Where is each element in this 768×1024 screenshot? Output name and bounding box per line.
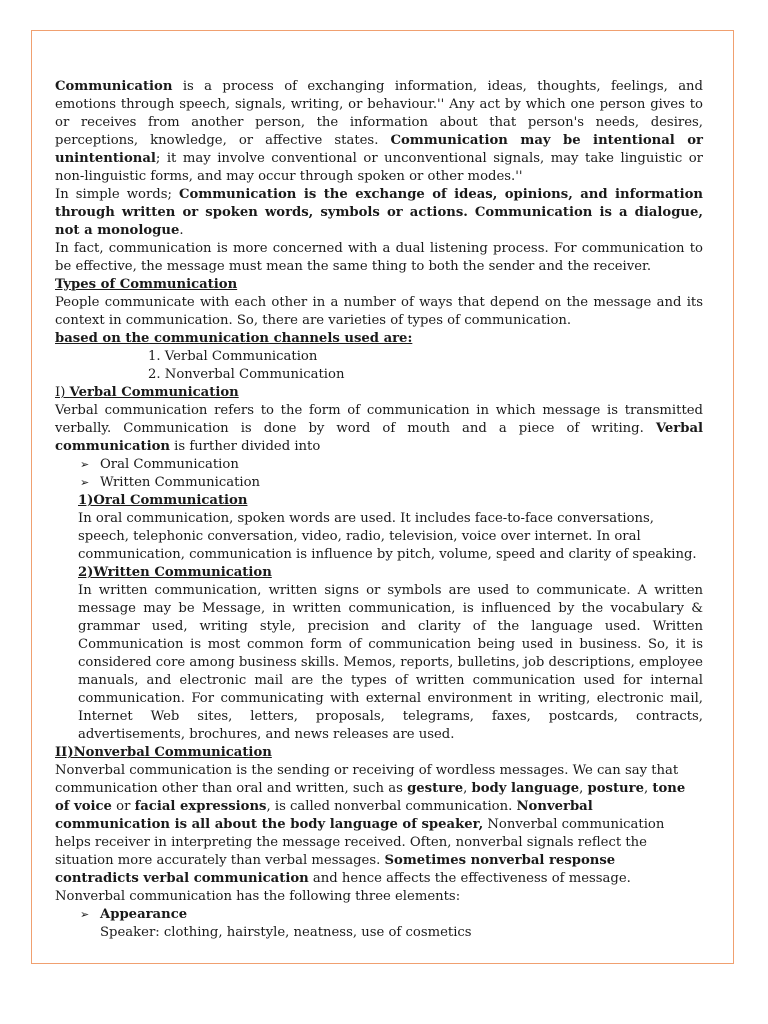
intro-paragraph [55, 78, 703, 186]
verbal-heading [55, 384, 703, 402]
verbal-heading-text: Verbal Communication [69, 385, 239, 400]
bullet-oral-text: Oral Communication [100, 457, 239, 472]
nonverbal-heading: II)Nonverbal Communication [55, 745, 272, 760]
bullet-oral [55, 456, 703, 474]
nonverbal-paragraph [55, 762, 703, 906]
nv-sep-2: , [579, 781, 588, 796]
nv-sep-1: , [463, 781, 472, 796]
channels-heading: based on the communication channels used are: [55, 331, 413, 346]
intro-text-end: ; it may involve conventional or unconventional signals, may take linguistic or non-linguistic forms, and may occur through spoken or other modes.'' [55, 151, 703, 184]
nv-tone-of-voice: tone of voice [55, 781, 686, 814]
nv-posture: posture [587, 781, 644, 796]
types-heading: Types of Communication [55, 277, 238, 292]
arrow-bullet-icon: ➢ [80, 476, 90, 489]
nv-sep-3: , [643, 781, 653, 796]
channel-item-verbal: 1. Verbal Communication [148, 349, 318, 364]
nv-text-4: and hence affects the effectiveness of message. Nonverbal communication has the following three elements: [55, 871, 631, 904]
bullet-written [55, 474, 703, 492]
bullet-written-text: Written Communication [100, 475, 261, 490]
verbal-bold: Verbal communication [55, 421, 703, 454]
nv-sep-4: or [111, 799, 135, 814]
channel-item-nonverbal: 2. Nonverbal Communication [148, 367, 345, 382]
nv-bold-2: Sometimes nonverbal response contradicts verbal communication [55, 853, 616, 886]
nv-text-3: Nonverbal communication helps receiver in interpreting the message received. Often, nonverbal signals reflect the situation more accurately than verbal messages. [55, 817, 665, 868]
verbal-heading-prefix: I) [55, 385, 70, 400]
simple-words-paragraph [55, 186, 703, 240]
document-body [55, 78, 703, 942]
written-paragraph: In written communication, written signs or symbols are used to communicate. A written message may be Message, in written communication, is influenced by the vocabulary & grammar used, writing style, precision and clarity of the language used. Written Communication is most common form of communication being used in business. So, it is considered core among business skills. Memos, reports, bulletins, job descriptions, employee manuals, and electronic mail are the types of written communication used for internal communication. For communicating with external environment in writing, electronic mail, Internet Web sites, letters, proposals, telegrams, faxes, postcards, contracts, advertisements, brochures, and news releases are used. [78, 583, 703, 742]
simple-words-lead: In simple words; [55, 187, 179, 202]
nv-bold-1: Nonverbal communication is all about the body language of speaker, [55, 799, 593, 832]
bullet-appearance [55, 906, 703, 924]
intro-text: is a process of exchanging information, ideas, thoughts, feelings, and emotions through speech, signals, writing, or behaviour.'' Any act by which one person gives to or receives from another person, the information about that person's needs, desires, perceptions, knowledge, or affective states. [55, 79, 703, 148]
term-communication: Communication [55, 79, 173, 94]
types-paragraph: People communicate with each other in a number of ways that depend on the message and its context in communication. So, there are varieties of types of communication. [55, 295, 703, 328]
nv-facial-expressions: facial expressions [134, 799, 267, 814]
written-heading: 2)Written Communication [78, 565, 272, 580]
arrow-bullet-icon: ➢ [80, 908, 90, 921]
simple-words-end: . [179, 223, 184, 238]
intentional-bold: Communication may be intentional or unintentional [55, 133, 703, 166]
appearance-text: Speaker: clothing, hairstyle, neatness, use of cosmetics [100, 925, 472, 940]
nv-text-2: , is called nonverbal communication. [266, 799, 517, 814]
appearance-label: Appearance [100, 907, 188, 922]
dual-listening-paragraph: In fact, communication is more concerned with a dual listening process. For communication to be effective, the message must mean the same thing to both the sender and the receiver. [55, 241, 703, 274]
nv-text-1: Nonverbal communication is the sending or receiving of wordless messages. We can say that communication other than oral and written, such as [55, 763, 679, 796]
simple-words-bold: Communication is the exchange of ideas, opinions, and information through written or spoken words, symbols or actions. Communication is a dialogue, not a monologue [55, 187, 703, 238]
verbal-text: Verbal communication refers to the form of communication in which message is transmitted verbally. Communication is done by word of mouth and a piece of writing. [55, 403, 703, 436]
oral-heading: 1)Oral Communication [78, 493, 248, 508]
verbal-paragraph [55, 402, 703, 456]
nv-gesture: gesture [407, 781, 464, 796]
nv-body-language: body language [471, 781, 580, 796]
arrow-bullet-icon: ➢ [80, 458, 90, 471]
oral-paragraph: In oral communication, spoken words are used. It includes face-to-face conversations, speech, telephonic conversation, video, radio, television, voice over internet. In oral communication, communication is influence by pitch, volume, speed and clarity of speaking. [78, 511, 697, 562]
verbal-text-end: is further divided into [169, 439, 321, 454]
